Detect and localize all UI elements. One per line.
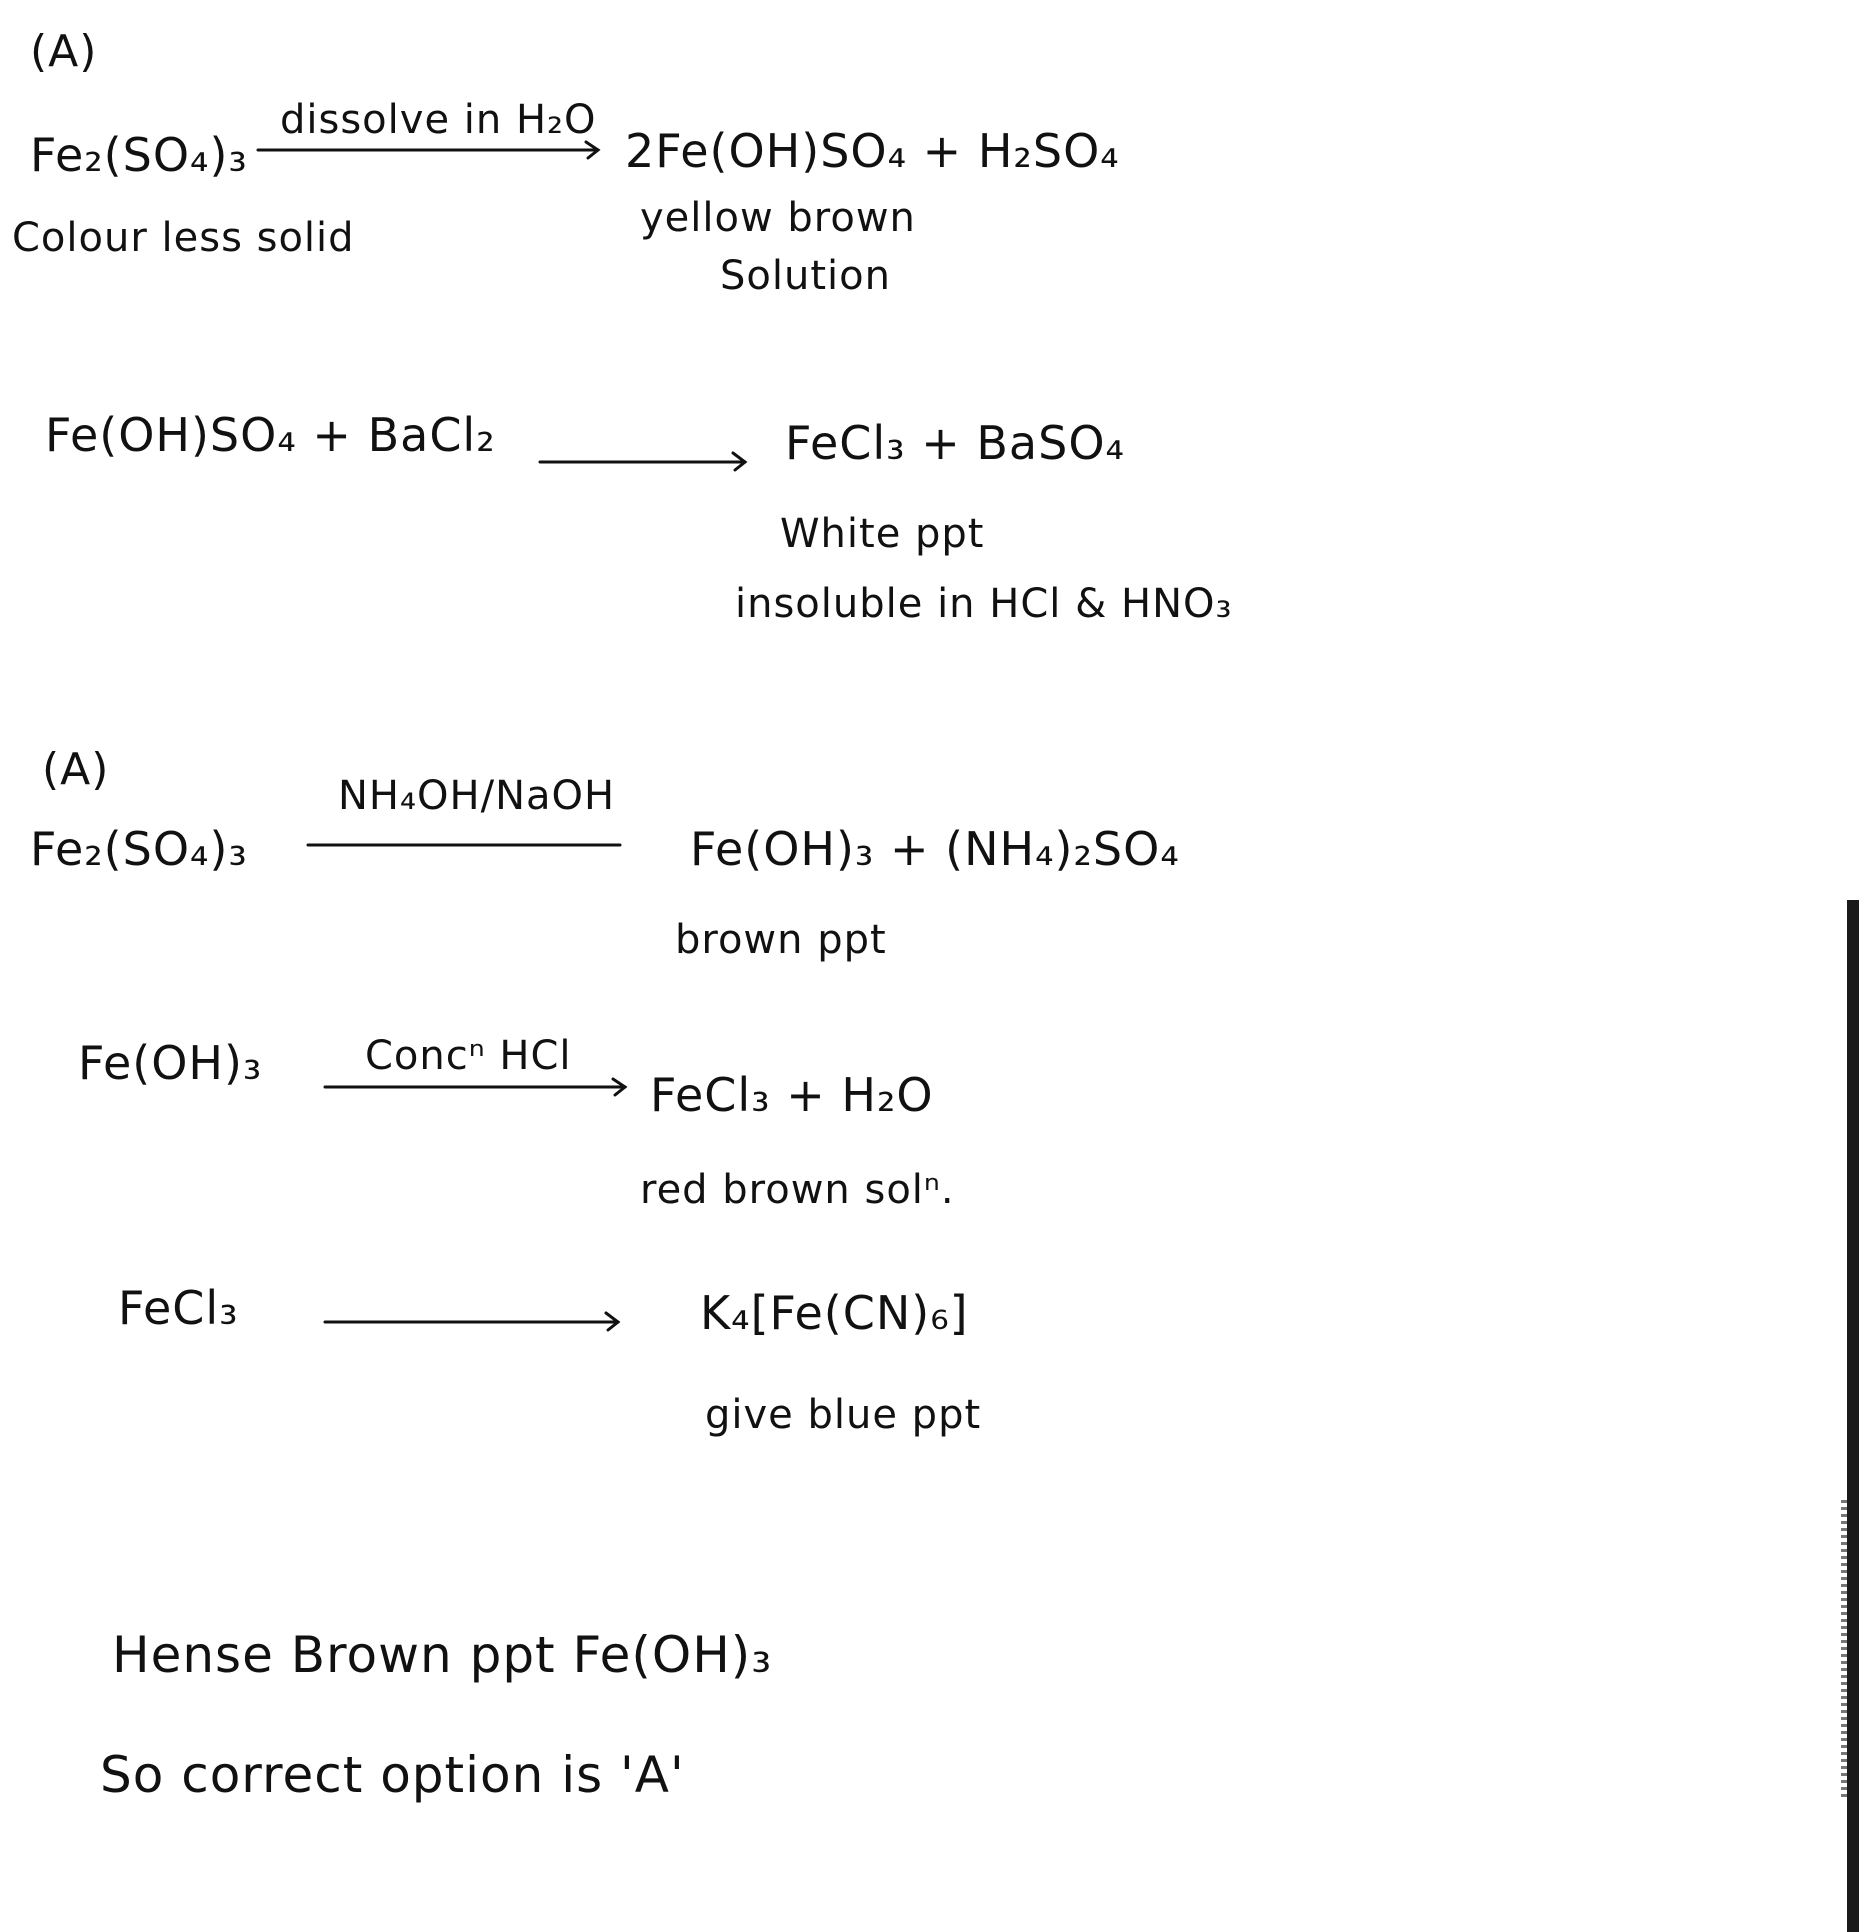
- block2-reactant: Fe(OH)SO₄ + BaCl₂: [45, 408, 496, 462]
- block4-condition: Concⁿ HCl: [365, 1033, 572, 1079]
- block1-product-note-line1: yellow brown: [640, 195, 916, 241]
- block5-reactant: FeCl₃: [118, 1281, 239, 1335]
- block5-product-note: give blue ppt: [705, 1392, 982, 1438]
- block3-condition: NH₄OH/NaOH: [338, 773, 616, 819]
- block1-reactant-note: Colour less solid: [12, 215, 355, 261]
- block3-label: (A): [42, 744, 110, 795]
- block2-arrow: [540, 453, 745, 470]
- conclusion-line2: So correct option is 'A': [100, 1746, 685, 1804]
- block1-reactant: Fe₂(SO₄)₃: [30, 128, 248, 182]
- block3-product-note: brown ppt: [675, 917, 887, 963]
- block4-product-note: red brown solⁿ.: [640, 1167, 955, 1213]
- block1-product-note-line2: Solution: [720, 253, 891, 299]
- block1-condition: dissolve in H₂O: [280, 97, 597, 143]
- block2-product: FeCl₃ + BaSO₄: [785, 416, 1125, 470]
- block4-arrow: [325, 1079, 625, 1095]
- block1-arrow: [258, 142, 598, 158]
- conclusion-line1: Hense Brown ppt Fe(OH)₃: [112, 1626, 773, 1684]
- block3-product: Fe(OH)₃ + (NH₄)₂SO₄: [690, 822, 1180, 876]
- block5-arrow: [325, 1313, 618, 1330]
- scan-edge-noise: [1841, 1500, 1847, 1800]
- block4-product: FeCl₃ + H₂O: [650, 1068, 934, 1122]
- block1-product: 2Fe(OH)SO₄ + H₂SO₄: [625, 124, 1120, 178]
- block5-product: K₄[Fe(CN)₆]: [700, 1286, 969, 1340]
- block1-label: (A): [30, 26, 98, 77]
- block3-reactant: Fe₂(SO₄)₃: [30, 822, 248, 876]
- scan-edge-shadow: [1847, 900, 1859, 1932]
- block2-product-note-line1: White ppt: [780, 511, 985, 557]
- block4-reactant: Fe(OH)₃: [78, 1036, 263, 1090]
- block2-product-note-line2: insoluble in HCl & HNO₃: [735, 581, 1233, 627]
